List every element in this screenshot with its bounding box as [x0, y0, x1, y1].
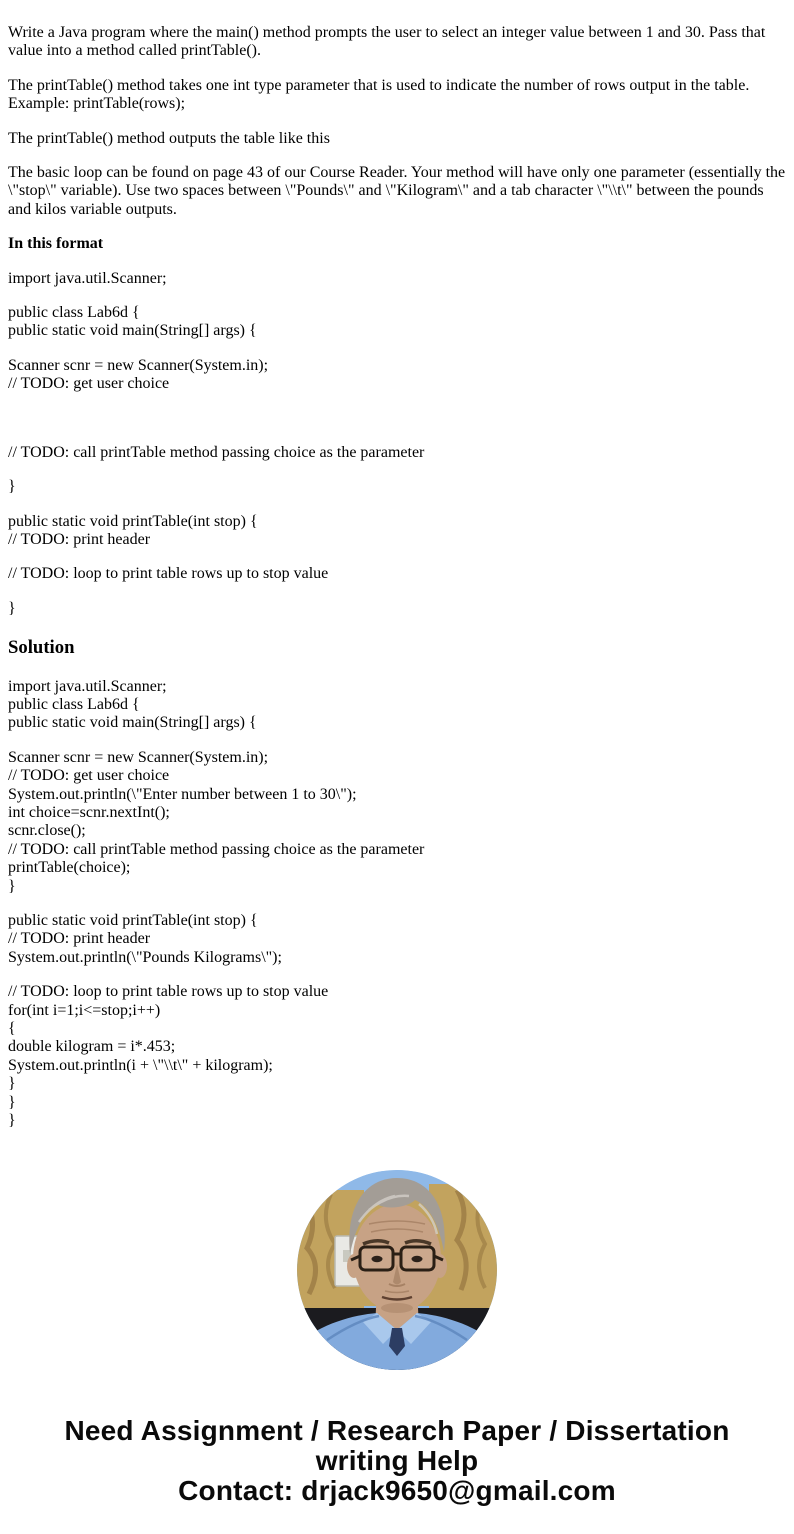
skeleton-scanner: Scanner scnr = new Scanner(System.in); // TODO: get user choice: [8, 356, 269, 393]
solution-class-open: import java.util.Scanner; public class Lab6d { public static void main(String[] args) {: [8, 677, 257, 732]
skeleton-class-open: public class Lab6d { public static void main(String[] args) {: [8, 303, 257, 340]
skeleton-loop-comment: // TODO: loop to print table rows up to stop value: [8, 565, 329, 583]
instructor-photo: [297, 1170, 497, 1370]
solution-heading: Solution: [8, 637, 75, 659]
skeleton-import: import java.util.Scanner;: [8, 269, 167, 287]
intro-paragraph-2: The printTable() method takes one int type parameter that is used to indicate the number of rows output in the table. Example: printTable(rows);: [8, 76, 750, 113]
footer-banner-line-2: writing Help: [315, 1445, 479, 1477]
skeleton-printtable-open: public static void printTable(int stop) { // TODO: print header: [8, 512, 258, 549]
format-heading: In this format: [8, 235, 104, 253]
document-body: [8, 24, 786, 1130]
instructor-photo-row: [8, 1170, 786, 1370]
solution-main-body: Scanner scnr = new Scanner(System.in); // TODO: get user choice System.out.println(\"Enter number between 1 to 30\"); int choice=scnr.nextInt(); scnr.close(); // TODO: call printTable method passing choice as the parameter printTable(choice); }: [8, 748, 425, 895]
skeleton-printtable-close: }: [8, 599, 16, 617]
footer-banner-line-1: Need Assignment / Research Paper / Dissertation: [64, 1415, 730, 1447]
footer-banner-contact: Contact: drjack9650@gmail.com: [178, 1475, 616, 1507]
skeleton-main-close: }: [8, 478, 16, 496]
instructor-portrait-graphic: [297, 1170, 497, 1370]
intro-paragraph-3: The printTable() method outputs the table like this: [8, 129, 330, 147]
spacer-paragraph: [8, 409, 786, 427]
solution-printtable-header: public static void printTable(int stop) { // TODO: print header System.out.println(\"Pounds Kilograms\");: [8, 912, 282, 966]
solution-printtable-loop: // TODO: loop to print table rows up to stop value for(int i=1;i<=stop;i++) { double kilogram = i*.453; System.out.println(i + \"\\t\" + kilogram); } } }: [8, 983, 329, 1129]
intro-paragraph-1: Write a Java program where the main() method prompts the user to select an integer value between 1 and 30. Pass that value into a method called printTable().: [8, 24, 766, 60]
footer-banner: [8, 1416, 786, 1534]
skeleton-call-comment: // TODO: call printTable method passing choice as the parameter: [8, 443, 425, 461]
intro-paragraph-4: The basic loop can be found on page 43 of our Course Reader. Your method will have only one parameter (essentially the \"stop\" variable). Use two spaces between \"Pounds\" and \"Kilogram\" and a tab character \"\\t\" between the pounds and kilos variable outputs.: [8, 163, 786, 218]
